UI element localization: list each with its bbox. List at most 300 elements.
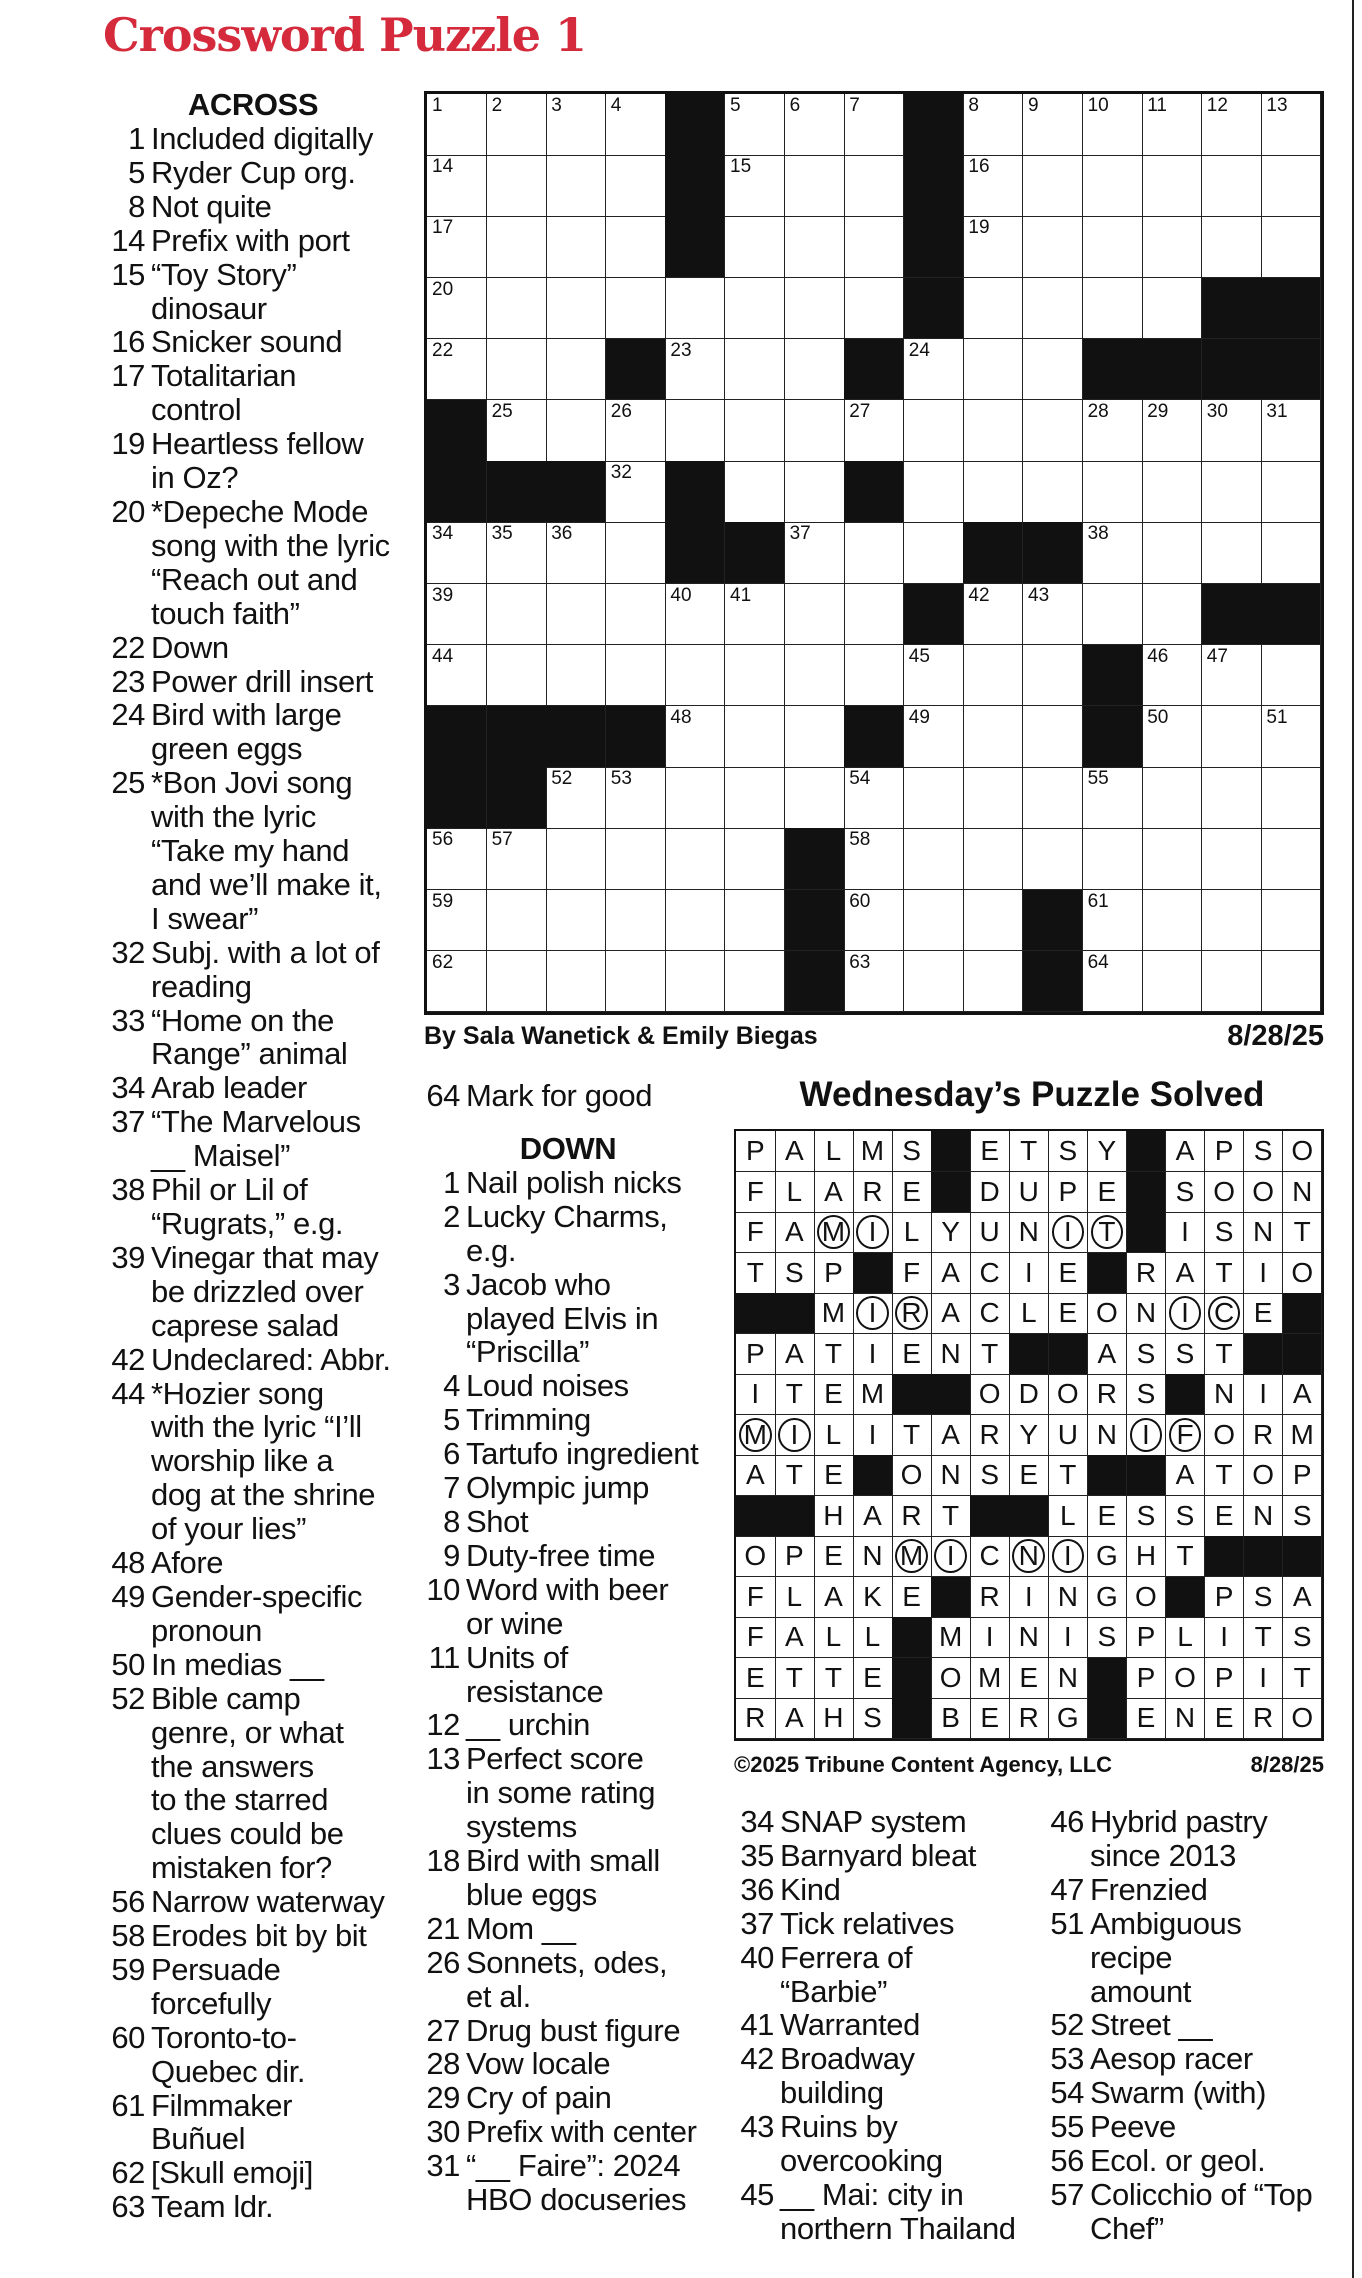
solved-cell: I — [853, 1293, 893, 1334]
grid-cell[interactable] — [785, 94, 845, 156]
grid-cell[interactable] — [785, 155, 845, 217]
grid-cell[interactable] — [665, 584, 725, 646]
grid-cell[interactable] — [606, 216, 666, 278]
clue-number — [103, 1275, 145, 1309]
clue-text: “Home on the — [151, 1002, 335, 1038]
cell-number: 55 — [1087, 768, 1109, 790]
solved-cell: S — [1166, 1172, 1206, 1213]
grid-cell[interactable] — [487, 278, 547, 340]
grid-cell[interactable] — [785, 522, 845, 584]
grid-cell[interactable] — [1023, 400, 1083, 462]
clue-text: Subj. with a lot of — [151, 934, 380, 970]
grid-cell[interactable] — [1261, 767, 1321, 829]
grid-cell[interactable] — [785, 278, 845, 340]
grid-cell[interactable] — [665, 645, 725, 707]
grid-cell[interactable] — [1083, 94, 1143, 156]
grid-cell[interactable] — [487, 94, 547, 156]
grid-cell[interactable] — [1261, 155, 1321, 217]
grid-cell[interactable] — [1083, 890, 1143, 952]
grid-cell[interactable] — [725, 645, 785, 707]
grid-cell[interactable] — [665, 400, 725, 462]
clue-line — [103, 902, 403, 936]
cell-number: 25 — [491, 401, 513, 422]
grid-cell[interactable] — [665, 828, 725, 890]
clue-text: since 2013 — [1090, 1837, 1236, 1873]
clue-number — [103, 834, 145, 868]
grid-cell[interactable] — [1142, 951, 1202, 1013]
clue-number — [103, 1444, 145, 1478]
solved-cell: E — [970, 1698, 1010, 1739]
clue-line — [418, 1471, 718, 1505]
grid-cell[interactable] — [904, 339, 964, 401]
clue-line — [734, 1839, 1034, 1873]
clue-number: 8 — [443, 1503, 460, 1539]
solved-cell: R — [892, 1293, 932, 1334]
grid-cell[interactable] — [1023, 706, 1083, 768]
clue-number — [103, 461, 145, 495]
solved-black-square — [931, 1374, 971, 1415]
solved-cell: E — [892, 1334, 932, 1375]
solved-cell: T — [775, 1455, 815, 1496]
grid-cell[interactable] — [1023, 94, 1083, 156]
grid-cell[interactable] — [546, 828, 606, 890]
clue-number: 27 — [426, 2012, 460, 2048]
grid-cell[interactable] — [546, 216, 606, 278]
grid-cell[interactable] — [1023, 645, 1083, 707]
grid-cell[interactable] — [725, 155, 785, 217]
grid-cell[interactable] — [606, 828, 666, 890]
solved-black-square — [1244, 1536, 1284, 1577]
grid-cell[interactable] — [725, 767, 785, 829]
clue-number: 35 — [740, 1837, 774, 1873]
grid-cell[interactable] — [785, 706, 845, 768]
grid-cell[interactable] — [904, 828, 964, 890]
clue-line — [103, 1410, 403, 1444]
grid-cell[interactable] — [963, 645, 1023, 707]
clue-text: Units of — [466, 1639, 568, 1675]
black-square — [904, 216, 964, 278]
clue-number — [103, 1783, 145, 1817]
clue-line — [103, 1139, 403, 1173]
clue-number — [418, 1878, 460, 1912]
grid-cell[interactable] — [963, 216, 1023, 278]
grid-cell[interactable] — [487, 828, 547, 890]
grid-cell[interactable] — [546, 522, 606, 584]
grid-cell[interactable] — [963, 278, 1023, 340]
clue-text: reading — [151, 968, 252, 1004]
clue-text: played Elvis in — [466, 1300, 659, 1336]
clue-text: __ Mai: city in — [780, 2176, 964, 2212]
grid-cell[interactable] — [725, 890, 785, 952]
clue-text: Gender-specific — [151, 1578, 363, 1614]
grid-cell[interactable] — [1142, 890, 1202, 952]
cell-number: 15 — [730, 156, 752, 178]
solved-black-square — [1088, 1455, 1128, 1496]
grid-cell[interactable] — [1142, 461, 1202, 523]
grid-cell[interactable] — [606, 645, 666, 707]
black-square — [427, 461, 487, 523]
grid-cell[interactable] — [725, 216, 785, 278]
grid-cell[interactable] — [1202, 155, 1262, 217]
grid-cell[interactable] — [427, 645, 487, 707]
black-square — [1023, 522, 1083, 584]
grid-cell[interactable] — [963, 890, 1023, 952]
clue-line — [103, 1648, 403, 1682]
grid-cell[interactable] — [1083, 155, 1143, 217]
grid-cell[interactable] — [487, 400, 547, 462]
grid-cell[interactable] — [963, 155, 1023, 217]
clue-text: Team ldr. — [151, 2189, 274, 2225]
grid-cell[interactable] — [606, 951, 666, 1013]
solved-cell: E — [1088, 1496, 1128, 1537]
solved-cell: L — [775, 1577, 815, 1618]
grid-cell[interactable] — [844, 278, 904, 340]
clue-line — [418, 1708, 718, 1742]
grid-cell[interactable] — [844, 94, 904, 156]
clue-line — [103, 698, 403, 732]
grid-cell[interactable] — [844, 828, 904, 890]
grid-cell[interactable] — [487, 951, 547, 1013]
grid-cell[interactable] — [1202, 522, 1262, 584]
grid-cell[interactable] — [844, 645, 904, 707]
grid-cell[interactable] — [904, 522, 964, 584]
grid-cell[interactable] — [725, 828, 785, 890]
grid-cell[interactable] — [844, 890, 904, 952]
grid-cell[interactable] — [546, 767, 606, 829]
grid-cell[interactable] — [427, 951, 487, 1013]
grid-cell[interactable] — [904, 461, 964, 523]
clue-number: 9 — [443, 1537, 460, 1573]
grid-cell[interactable] — [606, 461, 666, 523]
grid-cell[interactable] — [844, 584, 904, 646]
solved-cell: S — [1283, 1496, 1323, 1537]
grid-cell[interactable] — [1142, 584, 1202, 646]
grid-cell[interactable] — [725, 706, 785, 768]
grid-cell[interactable] — [665, 951, 725, 1013]
grid-cell[interactable] — [427, 828, 487, 890]
clue-number: 22 — [111, 629, 145, 665]
clue-text: in some rating — [466, 1775, 656, 1811]
grid-cell[interactable] — [844, 216, 904, 278]
grid-cell[interactable] — [725, 951, 785, 1013]
grid-cell[interactable] — [427, 584, 487, 646]
grid-cell[interactable] — [1023, 339, 1083, 401]
grid-cell[interactable] — [785, 216, 845, 278]
clue-text: Chef” — [1090, 2210, 1164, 2246]
solved-cell: S — [1088, 1617, 1128, 1658]
grid-cell[interactable] — [1261, 216, 1321, 278]
clue-line — [734, 1805, 1034, 1839]
grid-cell[interactable] — [1261, 706, 1321, 768]
grid-cell[interactable] — [487, 645, 547, 707]
clue-number — [1044, 1941, 1084, 1975]
grid-cell[interactable] — [665, 890, 725, 952]
grid-cell[interactable] — [546, 890, 606, 952]
cell-number: 35 — [491, 523, 513, 545]
clue-line — [103, 1682, 403, 1716]
grid-cell[interactable] — [1202, 216, 1262, 278]
solved-cell: N — [1244, 1496, 1284, 1537]
solved-cell: Y — [1088, 1131, 1128, 1172]
grid-cell[interactable] — [606, 400, 666, 462]
grid-cell[interactable] — [487, 522, 547, 584]
grid-cell[interactable] — [1142, 216, 1202, 278]
grid-cell[interactable] — [1023, 584, 1083, 646]
grid-cell[interactable] — [1202, 645, 1262, 707]
grid-cell[interactable] — [844, 155, 904, 217]
clue-text: “Reach out and — [151, 561, 358, 597]
solved-black-square — [1166, 1577, 1206, 1618]
across-list — [103, 122, 403, 2224]
grid-cell[interactable] — [1261, 951, 1321, 1013]
grid-cell[interactable] — [1142, 94, 1202, 156]
grid-cell[interactable] — [725, 400, 785, 462]
grid-cell[interactable] — [1142, 155, 1202, 217]
grid-cell[interactable] — [963, 400, 1023, 462]
grid-cell[interactable] — [1202, 461, 1262, 523]
grid-cell[interactable] — [487, 584, 547, 646]
grid-cell[interactable] — [665, 706, 725, 768]
solved-cell: H — [1127, 1536, 1167, 1577]
grid-cell[interactable] — [1142, 645, 1202, 707]
grid-cell[interactable] — [844, 951, 904, 1013]
clue-text: Sonnets, odes, — [466, 1944, 668, 1980]
grid-cell[interactable] — [546, 584, 606, 646]
grid-cell[interactable] — [1261, 828, 1321, 890]
grid-cell[interactable] — [487, 339, 547, 401]
grid-cell[interactable] — [606, 767, 666, 829]
grid-cell[interactable] — [665, 767, 725, 829]
grid-cell[interactable] — [963, 706, 1023, 768]
solved-cell: T — [814, 1658, 854, 1699]
cell-number: 48 — [670, 707, 692, 728]
grid-cell[interactable] — [606, 94, 666, 156]
grid-cell[interactable] — [785, 461, 845, 523]
grid-cell[interactable] — [1202, 706, 1262, 768]
clue-number — [103, 800, 145, 834]
clue-line — [1044, 1941, 1344, 1975]
clue-text: systems — [466, 1809, 577, 1845]
solved-cell: I — [853, 1334, 893, 1375]
grid-cell[interactable] — [1023, 216, 1083, 278]
solved-cell: T — [892, 1415, 932, 1456]
grid-cell[interactable] — [1142, 828, 1202, 890]
grid-cell[interactable] — [904, 951, 964, 1013]
grid-cell[interactable] — [427, 94, 487, 156]
grid-cell[interactable] — [665, 278, 725, 340]
grid-cell[interactable] — [1261, 461, 1321, 523]
grid-cell[interactable] — [1202, 890, 1262, 952]
clue-number — [103, 292, 145, 326]
grid-cell[interactable] — [546, 951, 606, 1013]
grid-cell[interactable] — [546, 339, 606, 401]
grid-cell[interactable] — [1142, 278, 1202, 340]
solved-cell: M — [853, 1131, 893, 1172]
clue-text: e.g. — [466, 1232, 517, 1268]
solved-cell: T — [1205, 1253, 1245, 1294]
clue-text: Frenzied — [1090, 1871, 1208, 1907]
grid-cell[interactable] — [606, 522, 666, 584]
grid-cell[interactable] — [785, 584, 845, 646]
clue-text: Ferrera of — [780, 1939, 913, 1975]
clue-number — [418, 1776, 460, 1810]
clue-text: forcefully — [151, 1985, 272, 2021]
solved-cell: M — [853, 1374, 893, 1415]
solved-black-square — [1088, 1658, 1128, 1699]
grid-cell[interactable] — [1023, 155, 1083, 217]
grid-cell[interactable] — [1202, 951, 1262, 1013]
grid-cell[interactable] — [785, 400, 845, 462]
clue-number — [103, 1750, 145, 1784]
clue-number: 29 — [426, 2080, 460, 2116]
grid-cell[interactable] — [1083, 584, 1143, 646]
clue-number — [103, 597, 145, 631]
clue-text: Bird with large — [151, 697, 342, 733]
solved-cell: O — [1127, 1577, 1167, 1618]
grid-cell[interactable] — [844, 400, 904, 462]
clue-line — [1044, 1805, 1344, 1839]
grid-cell[interactable] — [546, 278, 606, 340]
grid-cell[interactable] — [427, 155, 487, 217]
solved-cell: A — [775, 1212, 815, 1253]
grid-cell[interactable] — [546, 645, 606, 707]
clue-number: 51 — [1050, 1905, 1084, 1941]
grid-cell[interactable] — [963, 94, 1023, 156]
grid-cell[interactable] — [725, 278, 785, 340]
grid-cell[interactable] — [963, 767, 1023, 829]
cell-number: 3 — [551, 95, 562, 116]
grid-cell[interactable] — [1261, 645, 1321, 707]
grid-cell[interactable] — [1142, 706, 1202, 768]
grid-cell[interactable] — [1142, 400, 1202, 462]
black-square — [487, 767, 547, 829]
clue-number — [418, 1810, 460, 1844]
grid-cell[interactable] — [785, 339, 845, 401]
clue-number — [103, 970, 145, 1004]
grid-cell[interactable] — [1023, 828, 1083, 890]
clue-text: “Priscilla” — [466, 1334, 590, 1370]
grid-cell[interactable] — [1083, 522, 1143, 584]
grid-cell[interactable] — [963, 828, 1023, 890]
grid-cell[interactable] — [1083, 400, 1143, 462]
clue-line — [103, 1817, 403, 1851]
grid-cell[interactable] — [1083, 767, 1143, 829]
solved-cell: P — [1283, 1455, 1323, 1496]
grid-cell[interactable] — [844, 767, 904, 829]
grid-cell[interactable] — [427, 522, 487, 584]
grid-cell[interactable] — [963, 339, 1023, 401]
grid-cell[interactable] — [546, 400, 606, 462]
cell-number: 24 — [908, 339, 930, 361]
grid-cell[interactable] — [1261, 890, 1321, 952]
solved-cell: H — [814, 1496, 854, 1537]
grid-cell[interactable] — [487, 155, 547, 217]
solved-cell: O — [1283, 1131, 1323, 1172]
grid-cell[interactable] — [606, 584, 666, 646]
grid-cell[interactable] — [487, 216, 547, 278]
grid-cell[interactable] — [904, 890, 964, 952]
grid-cell[interactable] — [725, 94, 785, 156]
grid-cell[interactable] — [725, 584, 785, 646]
down-list-2 — [734, 1805, 1034, 2246]
clue-text: Arab leader — [151, 1070, 307, 1106]
grid-cell[interactable] — [1261, 522, 1321, 584]
grid-cell[interactable] — [725, 339, 785, 401]
grid-cell[interactable] — [785, 645, 845, 707]
grid-cell[interactable] — [1142, 767, 1202, 829]
grid-cell[interactable] — [963, 584, 1023, 646]
clue-line — [418, 2014, 718, 2048]
grid-cell[interactable] — [785, 767, 845, 829]
grid-cell[interactable] — [1202, 94, 1262, 156]
grid-cell[interactable] — [904, 645, 964, 707]
solved-black-square — [1283, 1293, 1323, 1334]
grid-cell[interactable] — [844, 522, 904, 584]
grid-cell[interactable] — [1261, 400, 1321, 462]
grid-cell[interactable] — [606, 155, 666, 217]
clue-number: 37 — [111, 1104, 145, 1140]
grid-cell[interactable] — [606, 890, 666, 952]
grid-cell[interactable] — [1083, 828, 1143, 890]
grid-cell[interactable] — [963, 461, 1023, 523]
clue-number — [103, 529, 145, 563]
grid-cell[interactable] — [427, 216, 487, 278]
grid-cell[interactable] — [1023, 461, 1083, 523]
clue-text: Kind — [780, 1871, 841, 1907]
grid-cell[interactable] — [606, 278, 666, 340]
grid-cell[interactable] — [546, 155, 606, 217]
grid-cell[interactable] — [963, 951, 1023, 1013]
grid-cell[interactable] — [1083, 951, 1143, 1013]
clue-text: Duty-free time — [466, 1537, 656, 1573]
clue-text: I swear” — [151, 900, 259, 936]
clue-line — [103, 393, 403, 427]
clue-line — [103, 1309, 403, 1343]
grid-cell[interactable] — [665, 339, 725, 401]
grid-cell[interactable] — [1142, 522, 1202, 584]
clue-number — [418, 1675, 460, 1709]
grid-cell[interactable] — [427, 890, 487, 952]
grid-cell[interactable] — [1202, 400, 1262, 462]
grid-cell[interactable] — [1261, 94, 1321, 156]
grid-cell[interactable] — [427, 339, 487, 401]
clue-number: 2 — [443, 1198, 460, 1234]
grid-cell[interactable] — [1083, 216, 1143, 278]
clue-line — [734, 1975, 1034, 2009]
solved-cell: O — [1283, 1698, 1323, 1739]
clue-line — [103, 1885, 403, 1919]
clue-text: [Skull emoji] — [151, 2155, 313, 2191]
grid-cell[interactable] — [1023, 278, 1083, 340]
grid-cell[interactable] — [725, 461, 785, 523]
grid-cell[interactable] — [1023, 767, 1083, 829]
grid-cell[interactable] — [1202, 828, 1262, 890]
grid-cell[interactable] — [1202, 767, 1262, 829]
grid-cell[interactable] — [427, 278, 487, 340]
solved-cell: T — [1205, 1334, 1245, 1375]
grid-cell[interactable] — [487, 890, 547, 952]
solved-cell: P — [1205, 1131, 1245, 1172]
grid-cell[interactable] — [1083, 278, 1143, 340]
grid-cell[interactable] — [904, 400, 964, 462]
grid-cell[interactable] — [546, 94, 606, 156]
clue-number: 1 — [128, 121, 145, 156]
solved-cell: E — [892, 1172, 932, 1213]
solved-cell: S — [1244, 1577, 1284, 1618]
grid-cell[interactable] — [1083, 461, 1143, 523]
grid-cell[interactable] — [904, 706, 964, 768]
grid-cell[interactable] — [904, 767, 964, 829]
